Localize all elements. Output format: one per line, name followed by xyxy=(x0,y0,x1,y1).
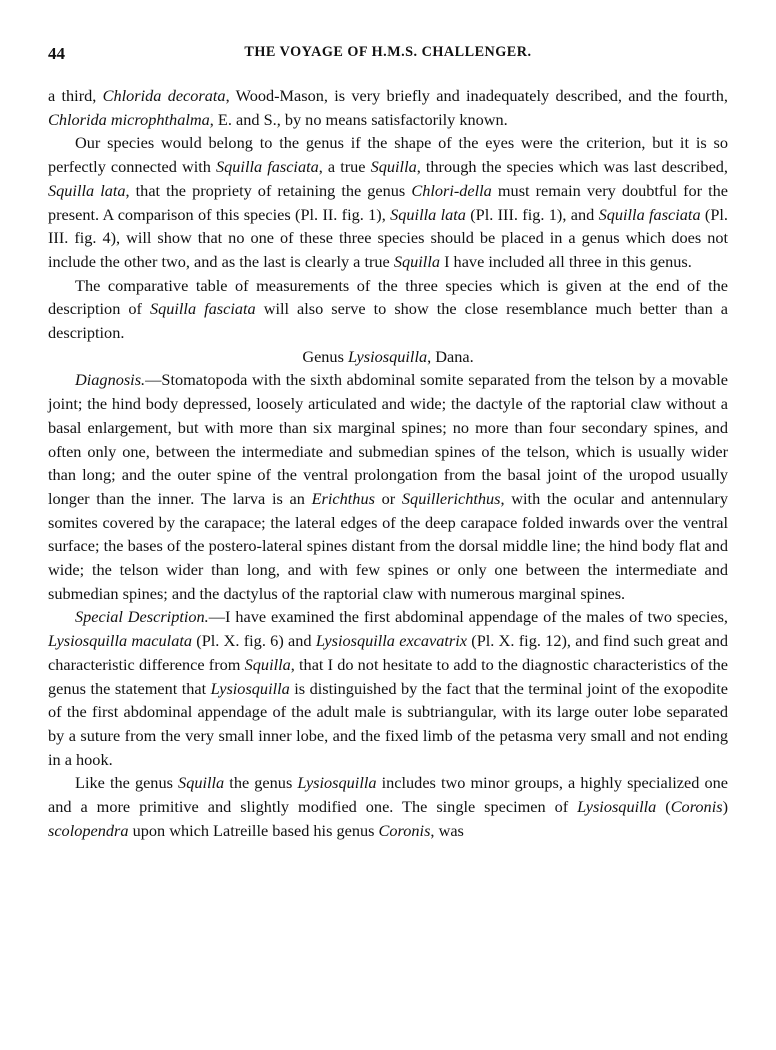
text: , was xyxy=(430,820,464,840)
text: Like the genus xyxy=(75,773,179,793)
species-name: Chlorida decorata xyxy=(102,86,226,105)
species-name: Lysiosquilla maculata xyxy=(48,631,192,651)
run-in-heading: Diagnosis. xyxy=(75,370,146,390)
genus-name: Chlori-della xyxy=(411,180,492,200)
text: (Pl. X. fig. 12), and find such great and characteristic difference from xyxy=(48,631,728,674)
paragraph-3 xyxy=(48,274,728,345)
paragraph-1 xyxy=(48,84,728,131)
genus-name: Squilla xyxy=(244,654,291,674)
text: will also serve to show the close resemblance much better than a description. xyxy=(48,299,729,343)
text: includes two minor groups, a highly specialized one and a more primitive and slightly modified one. The single specimen of xyxy=(48,773,729,817)
text: the genus xyxy=(224,773,298,793)
paragraph-special-description xyxy=(48,605,728,771)
text: (Pl. III. fig. 4), will show that no one of these three species should be placed in a genus which does not include the other two, and as the last is clearly a true xyxy=(48,204,728,271)
paragraph-2 xyxy=(48,131,728,273)
genus-name: Erichthus xyxy=(311,488,375,508)
paragraph-6 xyxy=(48,771,728,842)
text: upon which Latreille based his genus xyxy=(128,820,379,840)
genus-name: Squilla xyxy=(370,157,417,177)
text: I have included all three in this genus. xyxy=(440,251,692,271)
body-text xyxy=(48,84,728,843)
run-in-heading: Special Description. xyxy=(75,607,209,627)
text: , that the propriety of retaining the genus xyxy=(125,180,412,200)
text: , a true xyxy=(318,157,371,177)
species-name: Chlorida microphthalma xyxy=(48,109,210,129)
text: , with the ocular and antennulary somites covered by the carapace; the lateral edges of the deep carapace folded inwards over the ventral surface; the bases of the postero-lateral spines distant from the dorsal middle line; the hind body flat and wide; the telson wider than long, and with few spines or only one between the intermediate and submedian spines; and the dactylus of the raptorial claw with numerous marginal spines. xyxy=(48,488,728,603)
text: , Dana. xyxy=(427,346,474,366)
species-name: Squilla fasciata xyxy=(149,299,256,319)
section-heading xyxy=(48,345,728,369)
text: Our species would belong to the genus if the shape of the eyes were the criterion, but it is so perfectly connected with xyxy=(48,133,728,177)
genus-name: Coronis xyxy=(670,797,723,817)
text: is distinguished by the fact that the terminal joint of the exopodite of the first abdominal appendage of the adult male is subtriangular, with its large outer lobe separated by a suture from the very small inner lobe, and the fixed limb of the petasma very small and not ending in a hook. xyxy=(48,678,729,769)
text: (Pl. III. fig. 1), and xyxy=(465,204,599,224)
species-name: Squilla lata xyxy=(48,180,126,200)
text: The comparative table of measurements of the three species which is given at the end of the description of xyxy=(48,275,728,319)
species-name: Squilla fasciata xyxy=(598,204,701,224)
text: , Wood-Mason, is very briefly and inadequately described, and the fourth, xyxy=(225,86,729,105)
text: Genus xyxy=(302,346,348,366)
genus-name: Lysiosquilla xyxy=(577,797,657,817)
running-title: THE VOYAGE OF H.M.S. CHALLENGER. xyxy=(244,44,532,60)
text: must remain very doubtful for the present. A comparison of this species (Pl. II. fig. 1), xyxy=(48,180,728,224)
species-name: Squilla lata xyxy=(390,204,466,224)
text: , through the species which was last described, xyxy=(416,157,729,177)
text: —Stomatopoda with the sixth abdominal somite separated from the telson by a movable joint; the hind body depressed, loosely articulated and wide; the dactyle of the raptorial claw without a basal enlargement, but with more than six marginal spines; no more than four secondary spines, and often only one, between the intermediate and submedian spines of the telson, which is usually wider than long; and the outer spine of the ventral prolongation from the basal joint of the uropod usually longer than the inner. The larva is an xyxy=(48,370,728,508)
text: a third, xyxy=(48,86,103,105)
genus-name: Lysiosquilla xyxy=(210,678,290,698)
genus-name: Lysiosquilla xyxy=(347,346,428,366)
text: , that I do not hesitate to add to the diagnostic characteristics of the genus the statement that xyxy=(48,654,728,698)
genus-name: Squilla xyxy=(178,773,225,793)
species-name: Squilla fasciata xyxy=(216,157,319,177)
text: (Pl. X. fig. 6) and xyxy=(192,631,316,651)
species-name: scolopendra xyxy=(48,820,129,840)
text: ) xyxy=(722,797,728,817)
genus-name: Lysiosquilla xyxy=(297,773,377,793)
genus-name: Coronis xyxy=(378,820,431,840)
text: —I have examined the first abdominal appendage of the males of two species, xyxy=(208,607,728,627)
page-header xyxy=(48,44,728,66)
genus-name: Squillerichthus xyxy=(401,488,501,508)
text: or xyxy=(374,488,402,508)
species-name: Lysiosquilla excavatrix xyxy=(315,631,468,651)
text: , E. and S., by no means satisfactorily known. xyxy=(209,109,508,129)
page-number: 44 xyxy=(48,44,65,63)
text: ( xyxy=(656,797,671,817)
genus-name: Squilla xyxy=(393,251,440,271)
paragraph-diagnosis xyxy=(48,368,728,605)
